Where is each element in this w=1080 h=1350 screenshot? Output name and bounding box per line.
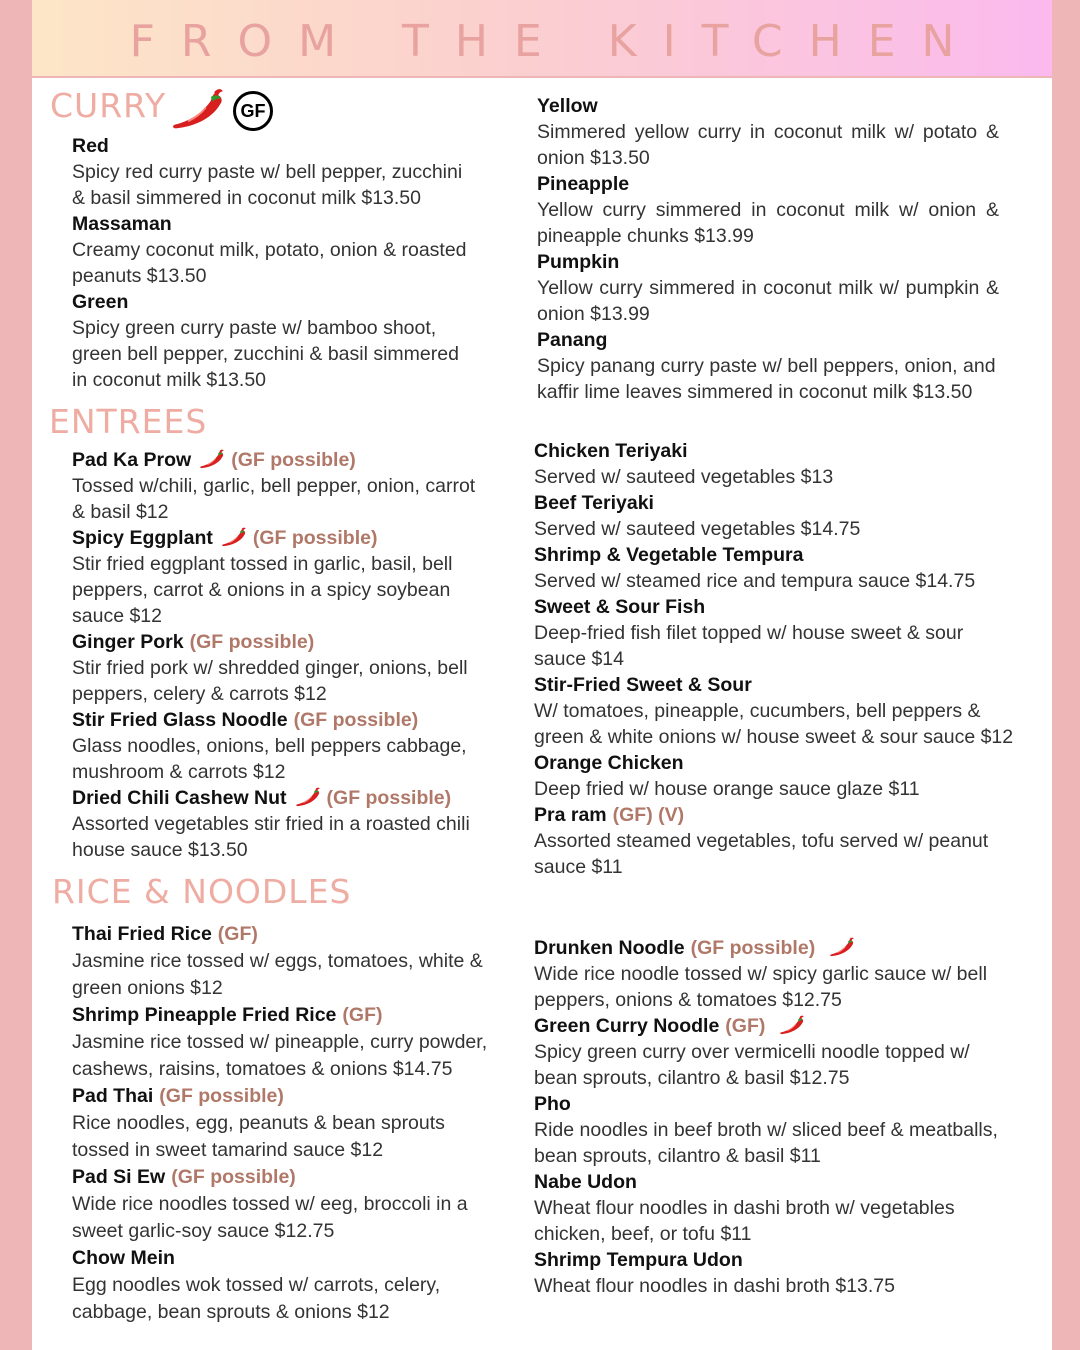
menu-item xyxy=(72,289,472,393)
item-desc: Deep-fried fish filet topped w/ house sweet & sour sauce $14 xyxy=(534,622,964,670)
item-name: Shrimp & Vegetable Tempura xyxy=(534,544,804,566)
menu-item xyxy=(534,1091,1016,1169)
section-title-curry: CURRY xyxy=(50,86,167,125)
item-desc: Yellow curry simmered in coconut milk w/ onion & pineapple chunks $13.99 xyxy=(537,199,999,247)
item-desc: Creamy coconut milk, potato, onion & roasted peanuts $13.50 xyxy=(72,239,467,287)
item-name: Drunken Noodle xyxy=(534,937,685,959)
item-name: Red xyxy=(72,135,109,157)
menu-item xyxy=(534,1013,1016,1091)
chili-icon xyxy=(170,86,226,132)
menu-item xyxy=(72,447,492,525)
item-tag: (GF possible) xyxy=(171,1166,296,1188)
item-tag: (GF possible) xyxy=(293,709,419,731)
menu-item xyxy=(534,1169,1016,1247)
menu-item xyxy=(72,133,472,211)
item-desc: Spicy green curry over vermicelli noodle topped w/ bean sprouts, cilantro & basil $12.75 xyxy=(534,1041,970,1089)
item-desc: Deep fried w/ house orange sauce glaze $11 xyxy=(534,778,920,800)
menu-item xyxy=(72,785,492,863)
menu-item xyxy=(534,438,1014,490)
item-desc: Served w/ steamed rice and tempura sauce $14.75 xyxy=(534,570,976,592)
entrees-left-list xyxy=(72,447,492,863)
item-name: Sweet & Sour Fish xyxy=(534,596,706,618)
menu-item xyxy=(537,249,999,327)
entrees-right-list xyxy=(534,438,1014,880)
item-desc: Wide rice noodles tossed w/ eeg, broccoli in a sweet garlic-soy sauce $12.75 xyxy=(72,1193,468,1242)
item-tag: (GF) xyxy=(217,923,258,945)
menu-item xyxy=(72,1002,492,1083)
item-name: Green Curry Noodle xyxy=(534,1015,720,1037)
item-tag: (GF possible) xyxy=(690,937,816,959)
item-desc: Stir fried eggplant tossed in garlic, basil, bell peppers, carrot & onions in a spicy soybean sauce $12 xyxy=(72,553,453,627)
item-desc: Wide rice noodle tossed w/ spicy garlic sauce w/ bell peppers, onions & tomatoes $12.75 xyxy=(534,963,988,1011)
menu-item xyxy=(72,921,492,1002)
item-tag: (GF possible) xyxy=(252,527,378,549)
menu-item xyxy=(534,672,1014,750)
page-title: FROM THE KITCHEN xyxy=(129,16,981,67)
item-desc: Ride noodles in beef broth w/ sliced beef & meatballs, bean sprouts, cilantro & basil $11 xyxy=(534,1119,998,1167)
item-desc: Yellow curry simmered in coconut milk w/ pumpkin & onion $13.99 xyxy=(537,277,999,325)
item-desc: Spicy green curry paste w/ bamboo shoot, green bell pepper, zucchini & basil simmered in coconut milk $13.50 xyxy=(72,317,459,391)
item-name: Shrimp Pineapple Fried Rice xyxy=(72,1004,337,1026)
menu-item xyxy=(537,171,999,249)
item-name: Stir-Fried Sweet & Sour xyxy=(534,674,752,696)
item-name: Pad Si Ew xyxy=(72,1166,166,1188)
item-tag: (GF possible) xyxy=(159,1085,284,1107)
rice-noodles-right-list xyxy=(534,935,1016,1299)
menu-item xyxy=(534,542,1014,594)
item-desc: Egg noodles wok tossed w/ carrots, celery, cabbage, bean sprouts & onions $12 xyxy=(72,1274,441,1323)
menu-item xyxy=(537,93,999,171)
menu-item xyxy=(72,1083,492,1164)
curry-left-list xyxy=(72,133,472,393)
rice-noodles-left-list xyxy=(72,921,492,1326)
menu-item xyxy=(534,1247,1016,1299)
item-name: Spicy Eggplant xyxy=(72,527,213,549)
item-desc: Assorted steamed vegetables, tofu served w/ peanut sauce $11 xyxy=(534,830,989,878)
item-tag: (GF) (V) xyxy=(612,804,685,826)
item-desc: Served w/ sauteed vegetables $13 xyxy=(534,466,834,488)
item-name: Pad Ka Prow xyxy=(72,449,192,471)
item-desc: Glass noodles, onions, bell peppers cabbage, mushroom & carrots $12 xyxy=(72,735,467,783)
item-desc: Rice noodles, egg, peanuts & bean sprouts tossed in sweet tamarind sauce $12 xyxy=(72,1112,445,1161)
item-name: Dried Chili Cashew Nut xyxy=(72,787,287,809)
chili-icon xyxy=(199,448,225,470)
menu-item xyxy=(534,750,1014,802)
menu-item xyxy=(72,1245,492,1326)
menu-item xyxy=(72,629,492,707)
item-name: Shrimp Tempura Udon xyxy=(534,1249,743,1271)
item-name: Stir Fried Glass Noodle xyxy=(72,709,288,731)
item-desc: Stir fried pork w/ shredded ginger, onions, bell peppers, celery & carrots $12 xyxy=(72,657,468,705)
curry-right-list xyxy=(537,93,999,405)
item-desc: Jasmine rice tossed w/ eggs, tomatoes, white & green onions $12 xyxy=(72,950,483,999)
menu-item xyxy=(534,594,1014,672)
item-name: Nabe Udon xyxy=(534,1171,637,1193)
chili-icon xyxy=(779,1014,805,1036)
item-name: Pineapple xyxy=(537,173,630,195)
item-desc: W/ tomatoes, pineapple, cucumbers, bell peppers & green & white onions w/ house sweet & sour sauce $12 xyxy=(534,700,1014,748)
item-desc: Tossed w/chili, garlic, bell pepper, onion, carrot & basil $12 xyxy=(72,475,476,523)
item-desc: Jasmine rice tossed w/ pineapple, curry powder, cashews, raisins, tomatoes & onions $14.75 xyxy=(72,1031,488,1080)
item-name: Pad Thai xyxy=(72,1085,154,1107)
item-name: Thai Fried Rice xyxy=(72,923,212,945)
item-name: Pumpkin xyxy=(537,251,620,273)
item-name: Yellow xyxy=(537,95,598,117)
menu-item xyxy=(72,1164,492,1245)
menu-item xyxy=(534,490,1014,542)
gf-badge-icon: GF xyxy=(233,91,273,131)
section-title-rice-noodles: RICE & NOODLES xyxy=(52,872,352,911)
menu-item xyxy=(72,211,472,289)
chili-icon xyxy=(295,786,321,808)
item-desc: Assorted vegetables stir fried in a roasted chili house sauce $13.50 xyxy=(72,813,470,861)
item-desc: Simmered yellow curry in coconut milk w/ potato & onion $13.50 xyxy=(537,121,999,169)
section-title-entrees: ENTREES xyxy=(49,402,208,441)
item-name: Chow Mein xyxy=(72,1247,175,1269)
menu-item xyxy=(534,935,1016,1013)
item-tag: (GF possible) xyxy=(189,631,315,653)
menu-item xyxy=(72,707,492,785)
item-tag: (GF) xyxy=(725,1015,766,1037)
item-name: Green xyxy=(72,291,129,313)
menu-item xyxy=(537,327,999,405)
menu-item xyxy=(72,525,492,629)
chili-icon xyxy=(221,526,247,548)
item-desc: Served w/ sauteed vegetables $14.75 xyxy=(534,518,861,540)
item-name: Orange Chicken xyxy=(534,752,684,774)
item-name: Pho xyxy=(534,1093,571,1115)
item-name: Beef Teriyaki xyxy=(534,492,654,514)
item-desc: Spicy panang curry paste w/ bell peppers, onion, and kaffir lime leaves simmered in coconut milk $13.50 xyxy=(537,355,996,403)
item-tag: (GF possible) xyxy=(231,449,356,471)
item-name: Ginger Pork xyxy=(72,631,184,653)
item-name: Massaman xyxy=(72,213,172,235)
item-name: Panang xyxy=(537,329,608,351)
item-desc: Wheat flour noodles in dashi broth w/ vegetables chicken, beef, or tofu $11 xyxy=(534,1197,955,1245)
item-tag: (GF) xyxy=(342,1004,383,1026)
chili-icon xyxy=(829,936,855,958)
item-name: Pra ram xyxy=(534,804,607,826)
item-tag: (GF possible) xyxy=(326,787,452,809)
menu-item xyxy=(534,802,1014,880)
item-desc: Spicy red curry paste w/ bell pepper, zucchini & basil simmered in coconut milk $13.50 xyxy=(72,161,463,209)
item-desc: Wheat flour noodles in dashi broth $13.75 xyxy=(534,1275,895,1297)
item-name: Chicken Teriyaki xyxy=(534,440,688,462)
